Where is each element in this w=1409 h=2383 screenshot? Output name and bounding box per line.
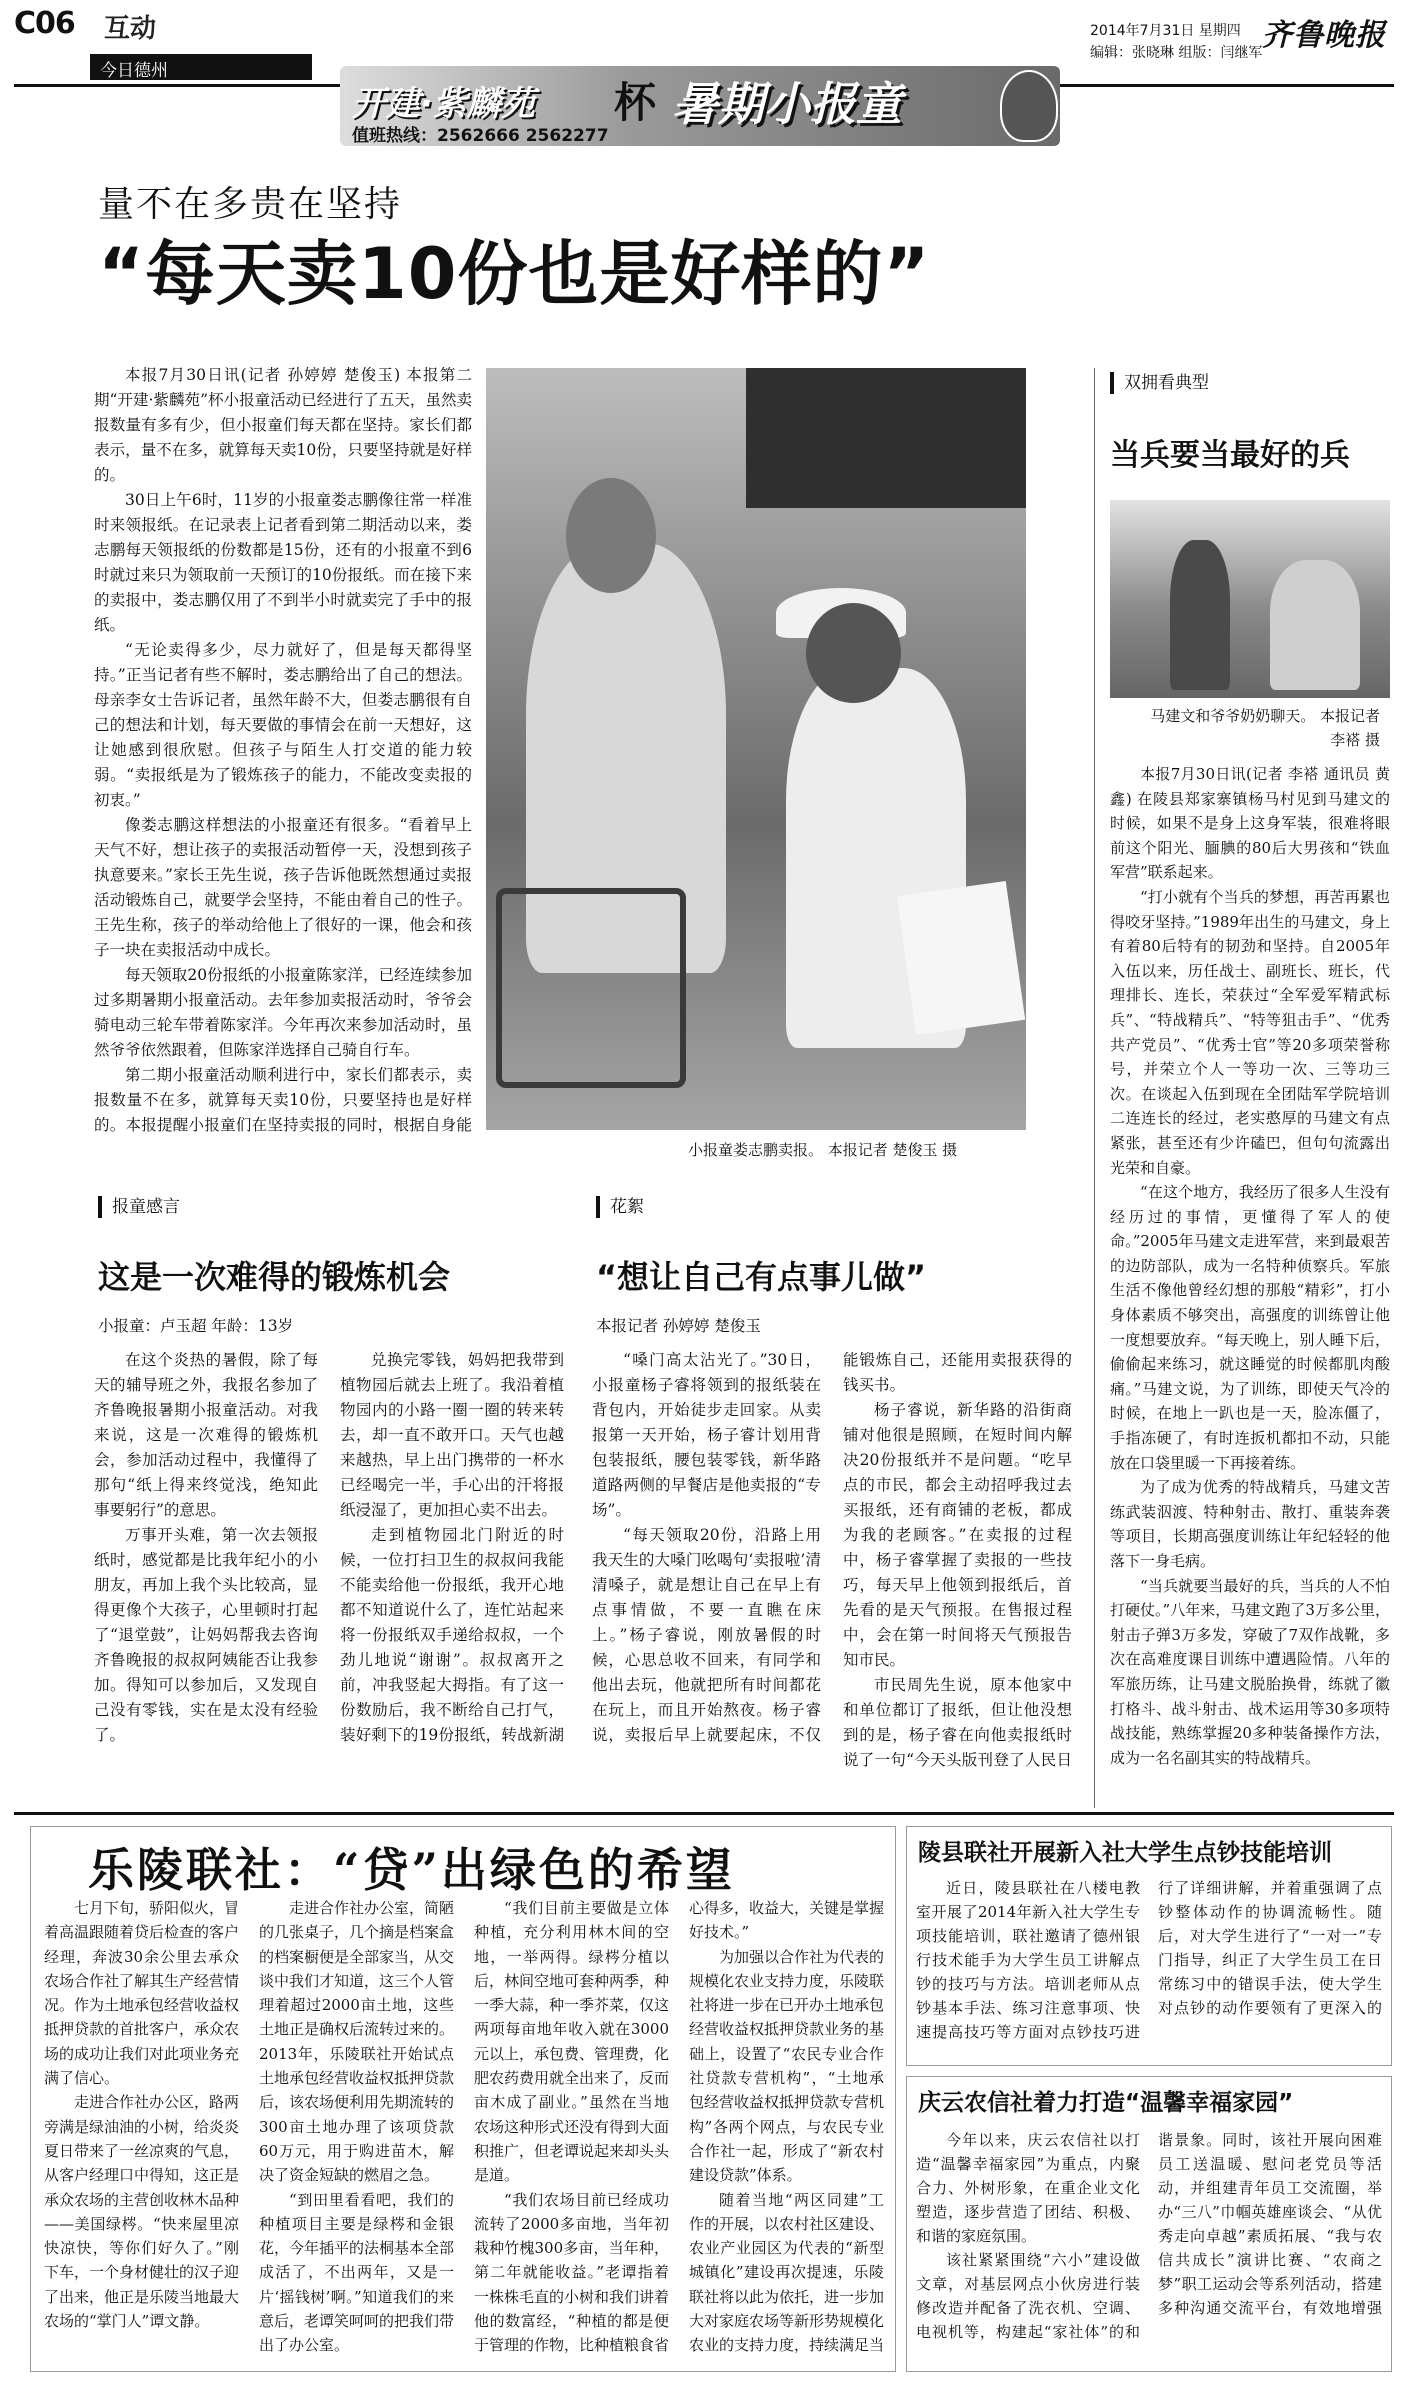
old-man-head (566, 478, 656, 593)
main-paragraph: 每天领取20份报纸的小报童陈家洋，已经连续参加过多期暑期小报童活动。去年参加卖报活动时，爷爷会骑电动三轮车带着陈家洋。今年再次来参加活动时，虽然爷爷依然跟着，但陈家洋选择自己骑自行车。 (94, 966, 472, 1059)
main-paragraph: 本报7月30日讯(记者 孙婷婷 楚俊玉) 本报第二期“开建·紫麟苑”杯小报童活动已经进行了五天，虽然卖报数量有多有少，但小报童们每天都在坚持。家长们都表示，量不在多，就算每天卖10份，只要坚持就是好样的。 (94, 366, 472, 484)
subsection-name: 今日德州 (100, 61, 168, 81)
flower-tag: 花絮 (596, 1196, 644, 1218)
flower-byline: 本报记者 孙婷婷 楚俊玉 (596, 1317, 761, 1335)
main-headline: “每天卖10份也是好样的” (98, 233, 931, 315)
bottom-left-paragraph: 为加强以合作社为代表的规模化农业支持力度，乐陵联社将进一步在已开办土地承包经营收益权抵押贷款业务的基础上，设置了“农民专业合作社贷款专营机构”，“土地承包经营收益权抵押贷款专营机构”各两个网点，与农民专业合作社一起，形成了“新农村建设贷款”体系。 (689, 1947, 884, 2185)
banner-event: 暑期小报童 (672, 77, 902, 131)
storefront (746, 368, 1026, 508)
mascot-icon (1000, 70, 1058, 142)
side-article-body (1110, 762, 1390, 1772)
essay-byline: 小报童：卢玉超 年龄：13岁 (98, 1317, 294, 1335)
main-paragraph: 像娄志鹏这样想法的小报童还有很多。“看着早上天气不好，想让孩子的卖报活动暂停一天，没想到孩子执意要来。”家长王先生说，孩子告诉他既然想通过卖报活动锻炼自己，就要学会坚持，不能由着自己的性子。王先生称，孩子的举动给他上了很好的一课，他会和孩子一块在卖报活动中成长。 (94, 816, 472, 959)
flower-paragraph: “嗓门高太沾光了。”30日，小报童杨子睿将领到的报纸装在背包内，开始徒步走回家。从卖报第一天开始，杨子睿计划用背包装报纸，腰包装零钱，新华路道路两侧的早餐店是他卖报的“专场”。 (592, 1351, 821, 1519)
main-photo-caption: 小报童娄志鹏卖报。 本报记者 楚俊玉 摄 (688, 1141, 958, 1159)
side-paragraph (1110, 1770, 1390, 1772)
bottom-left-paragraph: “我们农场目前已经成功流转了2000多亩地，当年初栽种竹槐300多亩，当年种，第二年就能收益。”老谭指着一株株毛直的小树和我们讲着他的数富经，“种植的都是便于管理的作物，比种植粮食省心得多，收益大，关键是掌握好技术。” (474, 1899, 884, 2355)
side-column-rule (1094, 368, 1095, 1808)
bottom-left-paragraph: 随着当地“两区同建”工作的开展，以农村社区建设、农业产业园区为代表的“新型城镇化”建设再次提速，乐陵联社将以此为依托，进一步加大对家庭农场等新形势规模化农业的支持力度，持续满足当 (689, 2190, 884, 2355)
main-kicker: 量不在多贵在坚持 (98, 184, 403, 225)
bottom-right-top-paragraph: 近日，陵县联社在八楼电教室开展了2014年新入社大学生专项技能培训，联社邀请了德州银行技术能手为大学生员工讲解点钞的技巧与方法。培训老师从点钞基本手法、练习注意事项、快速提高技巧等方面对点钞技巧进行了详细讲解，并着重强调了点钞整体动作的协调流畅性。随后，对大学生进行了“一对一”专门指导，纠正了大学生员工在日常练习中的错误手法，使大学生对点钞的动作要领有了更深入的 (916, 1879, 1382, 2041)
side-paragraph: “在这个地方，我经历了很多人生没有经历过的事情，更懂得了军人的使命。”2005年马建文走进军营，来到最艰苦的边防部队，成为一名特种侦察兵。军旅生活不像他曾经幻想的那般“精彩”，打小身体素质不够突出，高强度的训练曾让他一度想要放弃。“每天晚上，别人睡下后，偷偷起来练习，就这睡觉的时候都肌肉酸痛。”马建文说，为了训练，即使天气冷的时候，在地上一趴也是一天，脸冻僵了，手指冻硬了，有时连扳机都扣不动，只能放在口袋里暖一下再接着练。 (1110, 1183, 1390, 1472)
banner-hotline: 值班热线：2562666 2562277 (352, 126, 609, 146)
newspaper-bundle (897, 881, 1025, 1035)
essay-paragraph: 在这个炎热的暑假，除了每天的辅导班之外，我报名参加了齐鲁晚报暑期小报童活动。对我来说，这是一次难得的锻炼机会，参加活动过程中，我懂得了那句“纸上得来终觉浅，绝知此事要躬行”的意思。 (94, 1351, 318, 1519)
section-name: 互动 (104, 14, 157, 44)
flower-paragraph: 市民周先生说，原本他家中和单位都订了报纸，但让他没想到的是，杨子睿在向他卖报纸时说了一句“今天头版刊登了人民日 (843, 1676, 1072, 1769)
banner-title: 开建·紫麟苑 (352, 84, 535, 124)
side-paragraph: “打小就有个当兵的梦想，再苦再累也得咬牙坚持。”1989年出生的马建文，身上有着80后特有的韧劲和坚持。自2005年入伍以来，历任战士、副班长、班长，代理排长、连长，荣获过“全军爱军精武标兵”、“特战精兵”、“特等狙击手”、“优秀共产党员”、“优秀士官”等20多项荣誉称号，并荣立个人一等功一次、三等功三次。在谈起入伍到现在全团陆军学院培训二连连长的经过，老实憨厚的马建文有点紧张，甚至还有少许磕巴，但句句流露出光荣和自豪。 (1110, 887, 1390, 1177)
bottom-left-paragraph: 走进合作社办公室，简陋的几张桌子，几个摘是档案盒的档案橱便是全部家当，从交谈中我们才知道，这三个人管理着超过2000亩土地，这些土地正是确权后流转过来的。2013年，乐陵联社开始试点土地承包经营收益权抵押贷款后，该农场便利用先期流转的300亩土地办理了该项贷款60万元，用于购进苗木，解决了资金短缺的燃眉之急。 (259, 1899, 455, 2185)
bottom-right-bottom-headline: 庆云农信社着力打造“温馨幸福家园” (918, 2090, 1294, 2116)
side-photo-caption: 马建文和爷爷奶奶聊天。 本报记者 李褡 摄 (1150, 707, 1380, 749)
flower-body (592, 1348, 1072, 1778)
bottom-left-paragraph: “到田里看看吧，我们的种植项目主要是绿梣和金银花，今年插平的法桐基本全部成活了，不出两年，又是一片‘摇钱树’啊。”知道我们的来意后，老谭笑呵呵的把我们带出了办公室。 (259, 2190, 455, 2355)
bottom-right-bottom-paragraph: 该社紧紧围绕“六小”建设做文章，对基层网点小伙房进行装修改造并配备了洗衣机、空调、电视机等，构建起“家社体”的和谐景象。同时，该社开展向困难员工送温暖、慰问老党员等活动，并组建青年员工交流圈，举办“三八”巾帼英雄座谈会、“从优秀走向卓越”素质拓展、“我与农信共成长”演讲比赛、“农商之梦”职工运动会等系列活动，搭建多种沟通交流平台，有效地增强 (916, 2131, 1382, 2341)
side-paragraph: 为了成为优秀的特战精兵，马建文苦练武装泅渡、特种射击、散打、重装奔袭等项目，长期高强度训练让年纪轻轻的他落下一身毛病。 (1110, 1478, 1390, 1570)
bottom-left-paragraph: 走进合作社办公区，路两旁满是绿油油的小树，给炎炎夏日带来了一丝凉爽的气息，从客户经理口中得知，这正是承众农场的主营创收林木品种——美国绿梣。“快来屋里凉快凉快，等你们好久了。”刚下车，一个身材健壮的汉子迎了出来，他正是乐陵当地最大农场的“掌门人”谭文静。 (44, 2093, 240, 2331)
banner-cup: 杯 (614, 78, 657, 127)
bicycle-basket (496, 888, 686, 1088)
flower-paragraph: 杨子睿说，新华路的沿街商铺对他很是照顾，在短时间内解决20份报纸并不是问题。“吃早点的市民，都会主动招呼我过去买报纸，还有商铺的老板，都成为我的老顾客。”在卖报的过程中，杨子睿掌握了卖报的一些技巧，每天早上他领到报纸后，首先看的是天气预报。在售报过程中，会在第一时间将天气预报告知市民。 (843, 1401, 1072, 1669)
bottom-right-top-body (916, 1876, 1382, 2062)
flower-headline: “想让自己有点事儿做” (596, 1258, 927, 1296)
side-headline: 当兵要当最好的兵 (1110, 438, 1350, 473)
bottom-section-rule (14, 1812, 1394, 1815)
editors: 编辑：张晓琳 组版：闫继军 (1090, 45, 1263, 61)
side-photo (1110, 500, 1390, 698)
side-tag: 双拥看典型 (1110, 372, 1209, 394)
bottom-left-paragraph: “我们目前主要做是立体种植，充分利用林木间的空地，一举两得。绿梣分植以后，林间空地可套种两季，种一季大蒜，种一季芥菜，仅这两项每亩地年收入就在3000元以上，承包费、管理费，化肥农药费用就全出来了，反而亩木成了副业。”虽然在当地农场这种形式还没有得到大面积推广，但老谭说起来却头头是道。 (474, 1899, 670, 2185)
essay-paragraph: 走到植物园北门附近的时候，一位打扫卫生的叔叔问我能不能卖给他一份报纸，我开心地都不知道说什么了，连忙站起来将一份报纸双手递给叔叔，一个劲儿地说“谢谢”。叔叔离开之前，冲我竖起大拇指。有了这一份数励后，我不断给自己打气，装好剩下的19份报纸，转战新湖 (340, 1526, 564, 1744)
bottom-left-body (44, 1896, 884, 2364)
main-paragraph: 30日上午6时，11岁的小报童娄志鹏像往常一样准时来领报纸。在记录表上记者看到第二期活动以来，娄志鹏每天领报纸的份数都是15份，还有的小报童不到6时就过来只为领取前一天预订的10份报纸。而在接下来的卖报中，娄志鹏仅用了不到半小时就卖完了手中的报纸。 (94, 491, 472, 634)
paper-logo: 齐鲁晚报 (1262, 18, 1386, 53)
side-paragraph: “当兵就要当最好的兵，当兵的人不怕打硬仗。”八年来，马建文跑了3万多公里，射击子弹3万多发，穿破了7双作战靴，多次在高难度课目训练中遭遇险情。八年的军旅历练，让马建文脱胎换骨，练就了徽打格斗、战斗射击、战术运用等30多项特战技能，熟练掌握20多种装备操作方法，成为一名名副其实的特战精兵。 (1110, 1576, 1390, 1767)
main-photo (486, 368, 1026, 1130)
main-paragraph: “无论卖得多少，尽力就好了，但是每天都得坚持。”正当记者有些不解时，娄志鹏给出了自己的想法。母亲李女士告诉记者，虽然年龄不大，但娄志鹏很有自己的想法和计划，每天要做的事情会在前一天想好，这让她感到很欣慰。但孩子与陌生人打交道的能力较弱。“卖报纸是为了锻炼孩子的能力，不能改变卖报的初衷。” (94, 641, 472, 809)
bottom-left-headline: 乐陵联社：“贷”出绿色的希望 (88, 1843, 735, 1897)
bottom-right-bottom-body (916, 2128, 1382, 2366)
main-article-body (94, 363, 472, 1133)
essay-headline: 这是一次难得的锻炼机会 (98, 1258, 451, 1296)
essay-tag: 报童感言 (98, 1196, 180, 1218)
page-number: C06 (14, 6, 75, 41)
flower-paragraph: “每天领取20份，沿路上用我天生的大嗓门吆喝句‘卖报啦’清清嗓子，就是想让自己在早上有点事情做，不要一直瞧在床上。”杨子睿说，刚放暑假的时候，心思总收不回来，有同学和他出去玩，他就把所有时间都花在玩上，而且开始熬夜。杨子睿说，卖报后早上就要起床，不仅能锻炼自己，还能用卖报获得的钱买书。 (592, 1351, 1072, 1744)
side-paragraph: 本报7月30日讯(记者 李褡 通讯员 黄鑫) 在陵县郑家寨镇杨马村见到马建文的时候，如果不是身上这身军装，很难将眼前这个阳光、腼腆的80后大男孩和“铁血军营”联系起来。 (1110, 765, 1390, 882)
soldier-figure (1170, 540, 1230, 690)
main-paragraph: 第二期小报童活动顺利进行中，家长们都表示，卖报数量不在多，就算每天卖10份，只要坚持也是好样的。本报提醒小报童们在坚持卖报的同时，根据自身能 (94, 1066, 472, 1133)
essay-paragraph: 兑换完零钱，妈妈把我带到植物园后就去上班了。我沿着植物园内的小路一圈一圈的转来转去，却一直不敢开口。天气也越来越热，早上出门携带的一杯水已经喝完一半，手心出的汗将报纸浸湿了，更加担心卖不出去。 (340, 1351, 564, 1519)
essay-body (94, 1348, 564, 1778)
bottom-right-top-headline: 陵县联社开展新入社大学生点钞技能培训 (918, 1840, 1332, 1866)
essay-paragraph: 万事开头难，第一次去领报纸时，感觉都是比我年纪小的小朋友，再加上我个头比较高，显得更像个大孩子，心里顿时打起了“退堂鼓”，让妈妈帮我去咨询齐鲁晚报的叔叔阿姨能否让我参加。得知可以参加后，又发现自己没有零钱，实在是太没有经验了。 (94, 1526, 318, 1744)
bottom-left-paragraph: 七月下旬，骄阳似火，冒着高温跟随着贷后检查的客户经理，奔波30余公里去承众农场合作社了解其生产经营情况。作为土地承包经营收益权抵押贷款的首批客户，承众农场的成功让我们对此项业务充满了信心。 (44, 1899, 240, 2088)
grandma-figure (1270, 560, 1360, 690)
issue-date: 2014年7月31日 星期四 (1090, 23, 1241, 39)
boy-head (806, 603, 901, 703)
bottom-right-bottom-paragraph: 今年以来，庆云农信社以打造“温馨幸福家园”为重点，内聚合力、外树形象，在重企业文化塑造，逐步营造了团结、积极、和谐的家庭氛围。 (916, 2131, 1140, 2245)
